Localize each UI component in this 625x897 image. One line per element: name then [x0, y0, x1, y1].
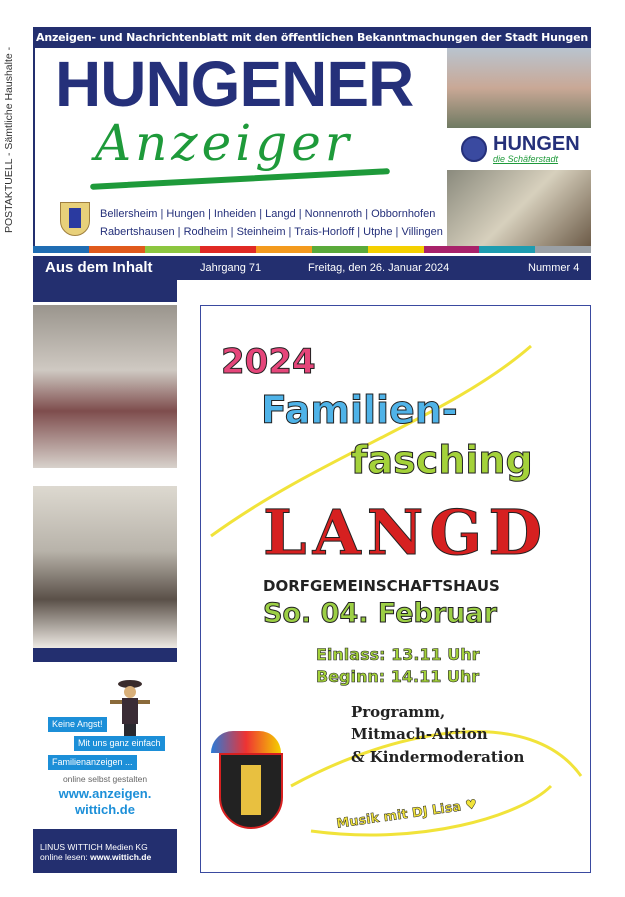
- poster-entry: Einlass: 13.11 Uhr: [316, 645, 480, 664]
- ad-url-2[interactable]: wittich.de: [75, 802, 135, 817]
- left-column-header: [33, 280, 177, 302]
- stripe-segment: [145, 246, 201, 253]
- poster-program-2: Mitmach-Aktion: [351, 725, 488, 743]
- stripe-segment: [256, 246, 312, 253]
- places-line-1: Bellersheim | Hungen | Inheiden | Langd | Nonnenroth | Obbornhofen: [100, 208, 436, 220]
- poster-place: LANGD: [263, 496, 549, 569]
- stripe-segment: [312, 246, 368, 253]
- color-stripe: [33, 246, 591, 253]
- tagline: Anzeigen- und Nachrichtenblatt mit den öffentlichen Bekanntmachungen der Stadt Hungen: [33, 27, 591, 48]
- stripe-segment: [535, 246, 591, 253]
- read-label: online lesen:: [40, 852, 91, 862]
- ad-bubble-2: Mit uns ganz einfach: [74, 736, 165, 751]
- poster-year: 2024: [221, 342, 316, 382]
- poster-date: So. 04. Februar: [263, 598, 497, 629]
- stripe-segment: [33, 246, 89, 253]
- ad-url-1[interactable]: www.anzeigen.: [58, 786, 152, 801]
- castle-photo: [447, 48, 591, 128]
- stripe-segment: [424, 246, 480, 253]
- chess-players-photo[interactable]: [33, 486, 177, 648]
- postal-note: POSTAKTUELL - Sämtliche Haushalte -: [3, 46, 15, 234]
- stripe-segment: [200, 246, 256, 253]
- places-line-2: Rabertshausen | Rodheim | Steinheim | Trais-Horloff | Utphe | Villingen: [100, 226, 443, 238]
- city-name: HUNGEN: [493, 132, 580, 155]
- poster-program-1: Programm,: [351, 703, 446, 721]
- sheep-photo: [447, 170, 591, 246]
- masthead-subtitle: Anzeiger: [95, 114, 353, 172]
- info-bar: [33, 256, 591, 280]
- stripe-segment: [89, 246, 145, 253]
- city-emblem-icon: [461, 136, 487, 162]
- ad-bubble-1: Keine Angst!: [48, 717, 107, 732]
- masthead-title: HUNGENER: [55, 48, 414, 120]
- carol-singers-photo[interactable]: [33, 305, 177, 468]
- ad-line: online selbst gestalten: [62, 774, 148, 784]
- read-url[interactable]: www.wittich.de: [90, 852, 152, 862]
- poster-program-3: & Kindermoderation: [351, 748, 525, 766]
- poster-title-1: Familien-: [261, 388, 458, 432]
- stripe-segment: [368, 246, 424, 253]
- poster-venue: DORFGEMEINSCHAFTSHAUS: [263, 577, 500, 595]
- poster-start: Beginn: 14.11 Uhr: [316, 667, 480, 686]
- jester-crest-icon: [211, 731, 291, 831]
- publisher-name: LINUS WITTICH Medien KG: [40, 842, 148, 852]
- issue-number: Nummer 4: [528, 262, 580, 274]
- section-title: Aus dem Inhalt: [45, 259, 153, 276]
- city-logo: [447, 128, 591, 170]
- poster-title-2: fasching: [351, 438, 533, 482]
- publisher-box: [33, 829, 177, 873]
- event-poster: [200, 305, 591, 873]
- photo-caption-bar: [33, 648, 177, 662]
- issue-date: Freitag, den 26. Januar 2024: [308, 262, 450, 274]
- coat-of-arms-icon: [60, 202, 90, 236]
- stripe-segment: [479, 246, 535, 253]
- city-slogan: die Schäferstadt: [493, 153, 559, 164]
- ad-bubble-3: Familienanzeigen ...: [48, 755, 137, 770]
- volume: Jahrgang 71: [200, 262, 262, 274]
- poster-music: Musik mit DJ Lisa ♥: [335, 797, 479, 832]
